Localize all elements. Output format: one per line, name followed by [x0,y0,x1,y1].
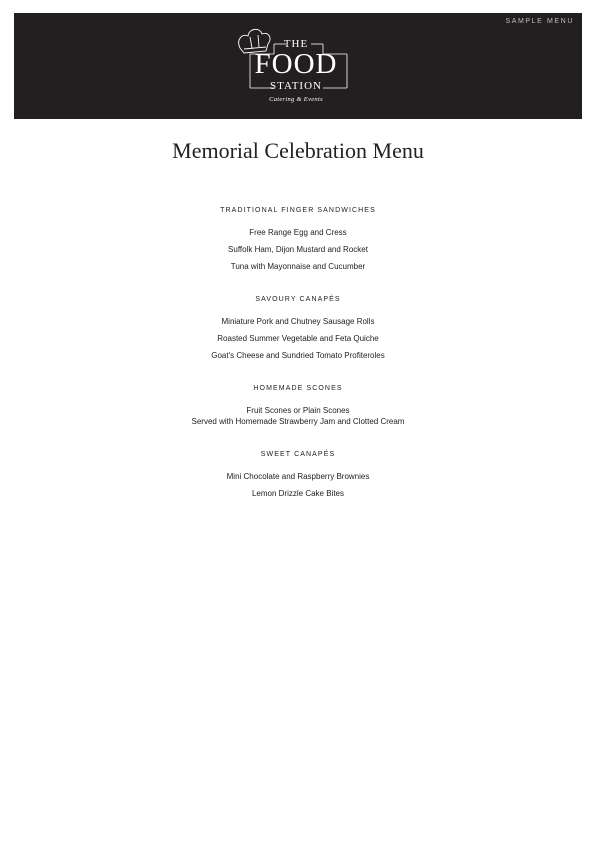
section-heading-scones: HOMEMADE SCONES [253,385,343,392]
logo-the-text: THE [283,38,309,50]
menu-item: Lemon Drizzle Cake Bites [251,489,345,498]
section-heading-savoury-canapes: SAVOURY CANAPÉS [255,296,341,303]
menu-item: Tuna with Mayonnaise and Cucumber [230,262,366,271]
menu-item: Mini Chocolate and Raspberry Brownies [226,472,370,481]
logo-food-text: FOOD [254,48,338,80]
logo-station-text: STATION [270,80,322,92]
header-banner [14,13,582,119]
food-station-logo [236,24,356,114]
menu-item: Fruit Scones or Plain Scones [246,406,350,415]
menu-item: Miniature Pork and Chutney Sausage Rolls [221,317,375,326]
page-title: Memorial Celebration Menu [172,138,424,163]
menu-item: Goat's Cheese and Sundried Tomato Profiteroles [211,351,385,360]
sample-menu-label: SAMPLE MENU [505,18,574,25]
menu-item: Free Range Egg and Cress [249,228,347,237]
menu-item: Suffolk Ham, Dijon Mustard and Rocket [228,245,368,254]
logo-tagline: Catering & Events [269,96,323,103]
section-heading-sweet-canapes: SWEET CANAPÉS [260,451,336,458]
section-heading-sandwiches: TRADITIONAL FINGER SANDWICHES [220,207,376,214]
menu-item: Roasted Summer Vegetable and Feta Quiche [217,334,379,343]
menu-item: Served with Homemade Strawberry Jam and Clotted Cream [191,417,405,426]
